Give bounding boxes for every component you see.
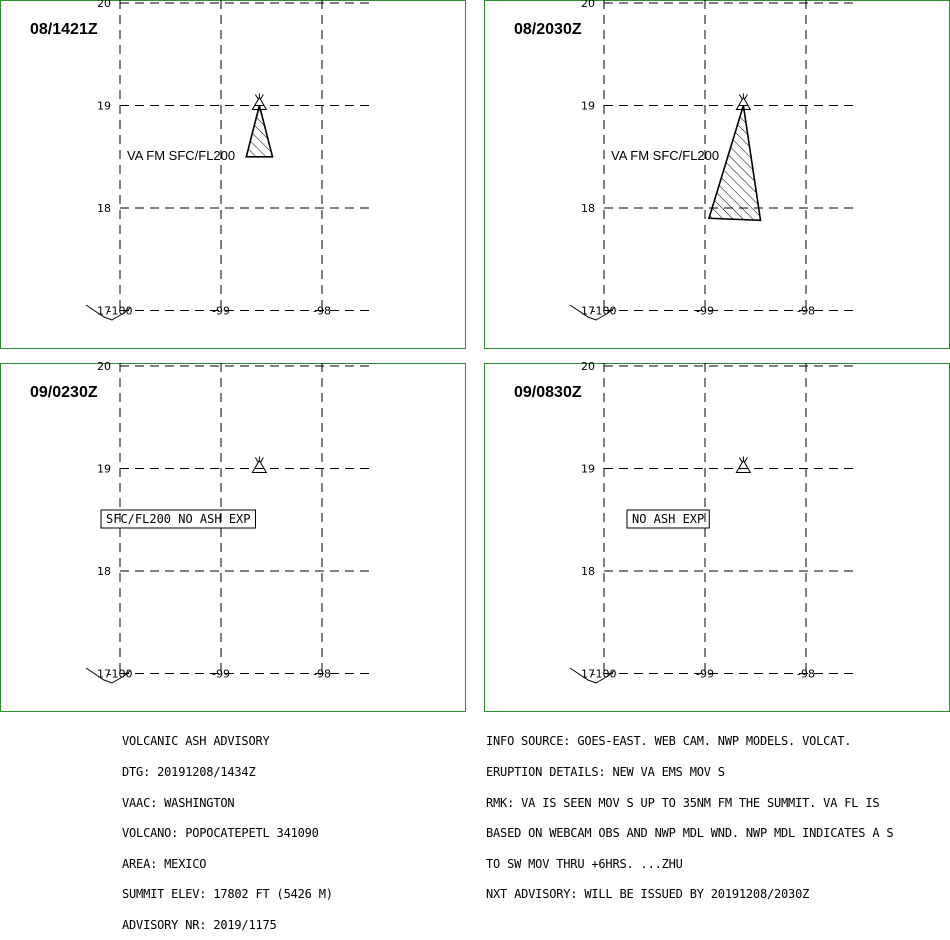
longitude-tick-label: -98 — [797, 667, 815, 681]
latitude-tick-label: 18 — [97, 202, 111, 215]
map-panel — [1, 360, 466, 712]
advisory-line: VOLCANO: POPOCATEPETL 341090 — [122, 826, 319, 841]
longitude-tick-label: -100 — [107, 304, 133, 318]
volcano-icon — [736, 456, 750, 472]
latitude-tick-label: 17 — [581, 304, 595, 318]
map-panel — [485, 360, 950, 712]
longitude-tick-label: -99 — [696, 304, 714, 318]
forecast-time-label: 09/0230Z — [30, 384, 98, 401]
latitude-tick-label: 18 — [581, 202, 595, 215]
forecast-time-label: 08/1421Z — [30, 21, 98, 38]
latitude-tick-label: 19 — [581, 462, 595, 476]
latitude-tick-label: 20 — [581, 360, 595, 373]
latitude-tick-label: 20 — [97, 0, 111, 10]
remarks-line: INFO SOURCE: GOES-EAST. WEB CAM. NWP MODELS. VOLCAT. — [486, 734, 852, 749]
panel-border — [485, 364, 950, 712]
remarks-line: ERUPTION DETAILS: NEW VA EMS MOV S — [486, 765, 725, 779]
ash-cloud-area — [246, 106, 272, 157]
remarks-line: TO SW MOV THRU +6HRS. ...ZHU — [486, 856, 683, 871]
latitude-tick-label: 18 — [581, 565, 595, 578]
panel-border — [485, 1, 950, 349]
latitude-tick-label: 17 — [97, 304, 111, 318]
latitude-tick-label: 19 — [97, 462, 111, 476]
map-panel — [485, 0, 950, 349]
latitude-tick-label: 18 — [97, 565, 111, 578]
longitude-tick-label: -99 — [212, 304, 230, 318]
volcano-icon — [252, 456, 266, 472]
advisory-header-text — [122, 716, 333, 940]
panel-border — [1, 364, 466, 712]
latitude-tick-label: 19 — [581, 99, 595, 113]
advisory-line: SUMMIT ELEV: 17802 FT (5426 M) — [122, 887, 333, 902]
forecast-time-label: 09/0830Z — [514, 384, 582, 401]
latitude-tick-label: 17 — [581, 667, 595, 681]
ash-forecast-label: VA FM SFC/FL200 — [127, 148, 236, 163]
longitude-tick-label: -98 — [313, 304, 331, 318]
advisory-line: AREA: MEXICO — [122, 856, 207, 871]
longitude-tick-label: -100 — [591, 304, 617, 318]
longitude-tick-label: -98 — [797, 304, 815, 318]
latitude-tick-label: 20 — [581, 0, 595, 10]
longitude-tick-label: -100 — [591, 667, 617, 681]
longitude-tick-label: -98 — [313, 667, 331, 681]
map-panel — [1, 0, 466, 349]
advisory-remarks-text — [486, 716, 893, 910]
advisory-line: VOLCANIC ASH ADVISORY — [122, 734, 270, 749]
panel-border — [1, 1, 466, 349]
latitude-tick-label: 19 — [97, 99, 111, 113]
remarks-line: RMK: VA IS SEEN MOV S UP TO 35NM FM THE SUMMIT. VA FL IS — [486, 795, 880, 810]
ash-forecast-label: VA FM SFC/FL200 — [611, 148, 720, 163]
longitude-tick-label: -100 — [107, 667, 133, 681]
longitude-tick-label: -99 — [696, 667, 714, 681]
remarks-line: NXT ADVISORY: WILL BE ISSUED BY 20191208/2030Z — [486, 887, 810, 902]
longitude-tick-label: -99 — [212, 667, 230, 681]
ash-forecast-label: NO ASH EXP — [632, 512, 705, 526]
advisory-line: ADVISORY NR: 2019/1175 — [122, 917, 277, 932]
forecast-time-label: 08/2030Z — [514, 21, 582, 38]
latitude-tick-label: 20 — [97, 360, 111, 373]
remarks-line: BASED ON WEBCAM OBS AND NWP MDL WND. NWP MDL INDICATES A S — [486, 826, 894, 841]
latitude-tick-label: 17 — [97, 667, 111, 681]
advisory-line: DTG: 20191208/1434Z — [122, 765, 256, 779]
ash-forecast-label: SFC/FL200 NO ASH EXP — [106, 512, 251, 526]
advisory-line: VAAC: WASHINGTON — [122, 795, 235, 810]
